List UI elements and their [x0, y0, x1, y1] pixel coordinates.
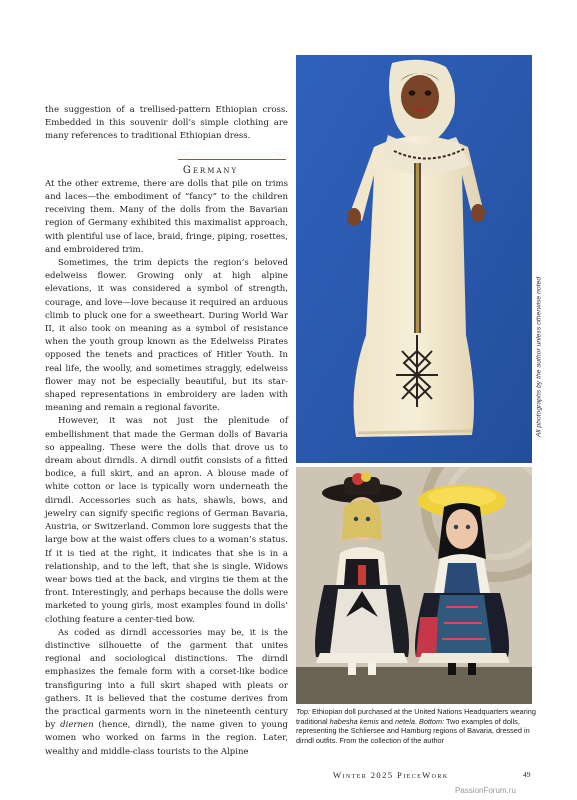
- body-paragraph-4: As coded as dirndl accessories may be, it is the distinctive silhouette of the garment that unites regional and sociological distinctions. The dirndl emphasizes the female form with a corset-like bodice transfiguring into a full skirt shaped with pleats or gathers. It is believed that the costume derives from the practical garments worn in the nineteenth century by diernen (hence, dirndl), the name given to young women who worked on farms in the region. Later, wealthy and middle-class tourists to the Alpine: [45, 627, 288, 757]
- section-heading-text: Germany: [182, 164, 239, 176]
- section-heading: [45, 164, 288, 177]
- ethiopian-doll-illustration: [296, 55, 532, 463]
- page-footer: [0, 770, 577, 784]
- lead-paragraph: the suggestion of a trellised-pattern Ethiopian cross. Embedded in this souvenir doll’s simple clothing are many references to traditional Ethiopian dress.: [45, 105, 288, 142]
- photo-credit: All photographs by the author unless otherwise noted: [535, 276, 542, 438]
- ethiopian-doll-photo: [296, 55, 532, 463]
- watermark: PassionForum.ru: [455, 786, 516, 795]
- page-number: 49: [523, 770, 531, 779]
- bavarian-dolls-illustration: [296, 467, 532, 704]
- italic-term: diernen: [60, 720, 94, 731]
- body-paragraph-3: However, it was not just the plenitude of embellishment that made the German dolls of Bavaria so appealing. These were the dolls that drove us to dream about dirndls. A dirndl outfit consists of a fitted bodice, a full skirt, and an apron. A blouse made of white cotton or lace is typically worn underneath the dirndl. Accessories such as hats, shawls, bows, and jewelry can signify specific regions of German Bavaria, Austria, or Switzerland. Common lore suggests that the large bow at the waist offers clues to a woman’s status. If it is tied at the right, it indicates that she is in a relationship, and to the left, that she is single. Widows wear bows tied at the back, and virgins tie them at the front. Interestingly, and perhaps because the dolls were marketed to young girls, most examples found in dolls’ clothing feature a center-tied bow.: [45, 416, 288, 625]
- article-column: [45, 104, 288, 759]
- body-paragraph-1: At the other extreme, there are dolls that pile on trims and laces—the embodiment of “fancy” to the children receiving them. Many of the dolls from the Bavarian region of Germany exhibited this maximalist approach, with plentiful use of lace, braid, fringe, piping, rosettes, and embroidered trim.: [45, 178, 288, 255]
- issue-line: Winter 2025 PieceWork: [333, 770, 449, 780]
- section-divider: [178, 159, 286, 160]
- photo-caption: Top: Ethiopian doll purchased at the United Nations Headquarters wearing traditional habesha kemis and netela. Bottom: Two examples of dolls, representing the Schliersee and Hamburg regions of Bavaria, dressed in dirndl outfits. From the collection of the author: [296, 707, 536, 745]
- bavarian-dolls-photo: [296, 467, 532, 704]
- body-paragraph-2: Sometimes, the trim depicts the region’s beloved edelweiss flower. Growing only at high alpine elevations, it was considered a symbol of strength, courage, and love—love because it required an arduous climb to pluck one for a sweetheart. During World War II, it also took on meaning as a symbol of resistance when the youth group known as the Edelweiss Pirates opposed the tenets and practices of Hitler Youth. In real life, the woolly, and sometimes straggly, edelweiss flower may not be especially beautiful, but its star-shaped representations in embroidery are laden with meaning and remain a regional favorite.: [45, 258, 288, 414]
